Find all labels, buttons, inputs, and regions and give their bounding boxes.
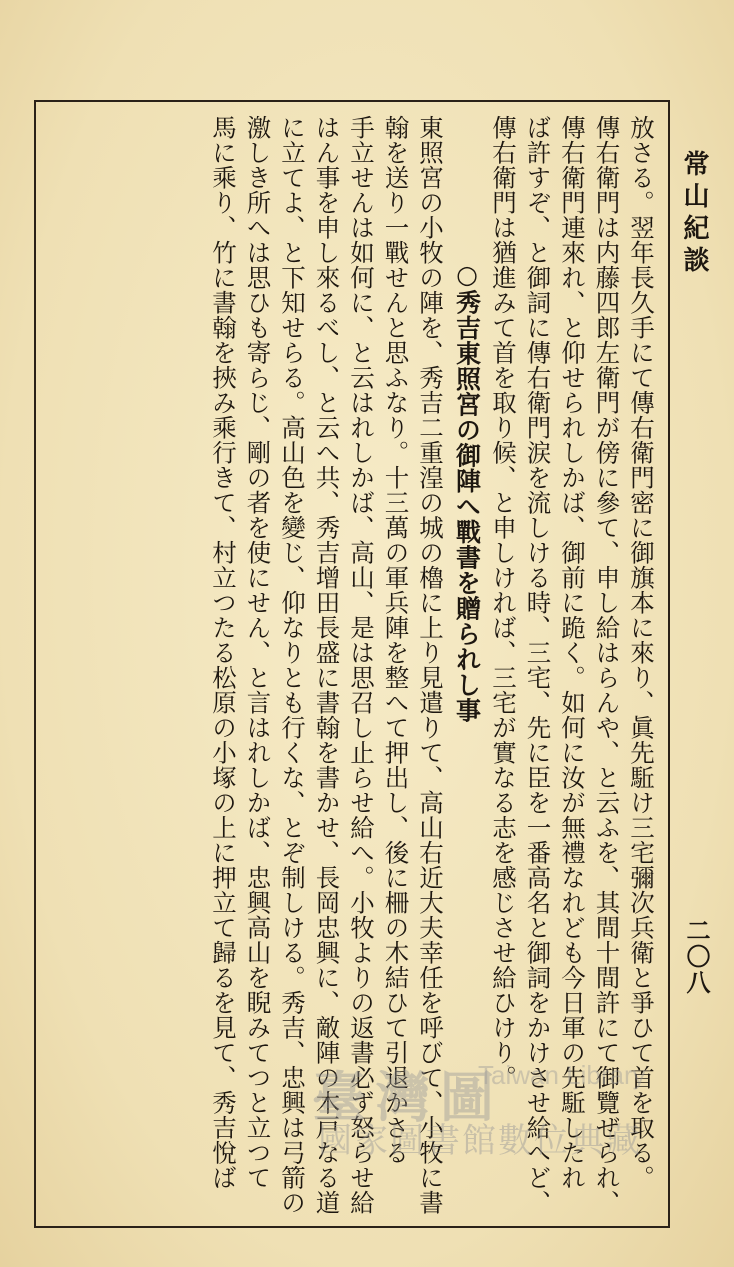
library-watermark: 臺灣圖 <box>312 1065 504 1129</box>
text-line: 放さる。翌年長久手にて傳右衛門密に御旗本に來り、眞先駈け三宅彌次兵衛と爭ひて首を取る。 <box>627 115 656 1190</box>
text-line: 馬に乘り、竹に書翰を挾み乘行きて、村立つたる松原の小塚の上に押立て歸るを見て、秀吉悅ば <box>209 115 238 1190</box>
text-line: 激しき所へは思ひも寄らじ、剛の者を使にせん、と言はれしかば、忠興高山を睨みてつと立つて <box>243 115 273 1190</box>
library-watermark-english: Taiwan Library <box>478 1060 646 1090</box>
text-line: 手立せんは如何に、と云はれしかば、高山、是は思召し止らせ給へ。小牧よりの返書必ず怒らせ給 <box>347 115 376 1215</box>
section-heading: ○秀吉東照宮の御陣へ戰書を贈られし事 <box>452 260 482 723</box>
text-line: はん事を申し來るべし、と云へ共、秀吉增田長盛に書翰を書かせ、長岡忠興に、敵陣の木戸なる道 <box>312 115 342 1215</box>
library-watermark-subtitle: 國家圖書館數位典藏 <box>318 1121 642 1161</box>
text-line: 東照宮の小牧の陣を、秀吉二重湟の城の櫓に上り見遣りて、高山右近大夫幸任を呼びて、小牧に書 <box>416 115 445 1215</box>
text-line: に立てよ、と下知せらる。高山色を變じ、仰なりとも行くな、とぞ制しける。秀吉、忠興は弓箭の <box>278 115 307 1215</box>
text-line: 翰を送り一戰せんと思ふなり。十三萬の軍兵陣を整へて押出し、後に柵の木結ひて引退かさる <box>381 115 411 1165</box>
text-line: 傳右衛門連來れ、と仰せられしかば、御前に跪く。如何に汝が無禮なれども今日軍の先駈したれ <box>558 115 587 1190</box>
page-number: 二〇八 <box>682 918 711 996</box>
text-line: 傳右衛門は猶進みて首を取り候、と申しければ、三宅が實なる志を感じさせ給ひけり。 <box>489 115 518 1090</box>
running-title: 常山紀談 <box>679 150 709 278</box>
text-line: 傳右衛門は内藤四郎左衛門が傍に參て、申し給はらんや、と云ふを、其間十間許にて御覽ぜられ、 <box>592 115 622 1215</box>
text-line: ば許すぞ、と御詞に傳右衛門涙を流しける時、三宅、先に臣を一番高名と御詞をかけさせ給へど、 <box>523 115 553 1215</box>
